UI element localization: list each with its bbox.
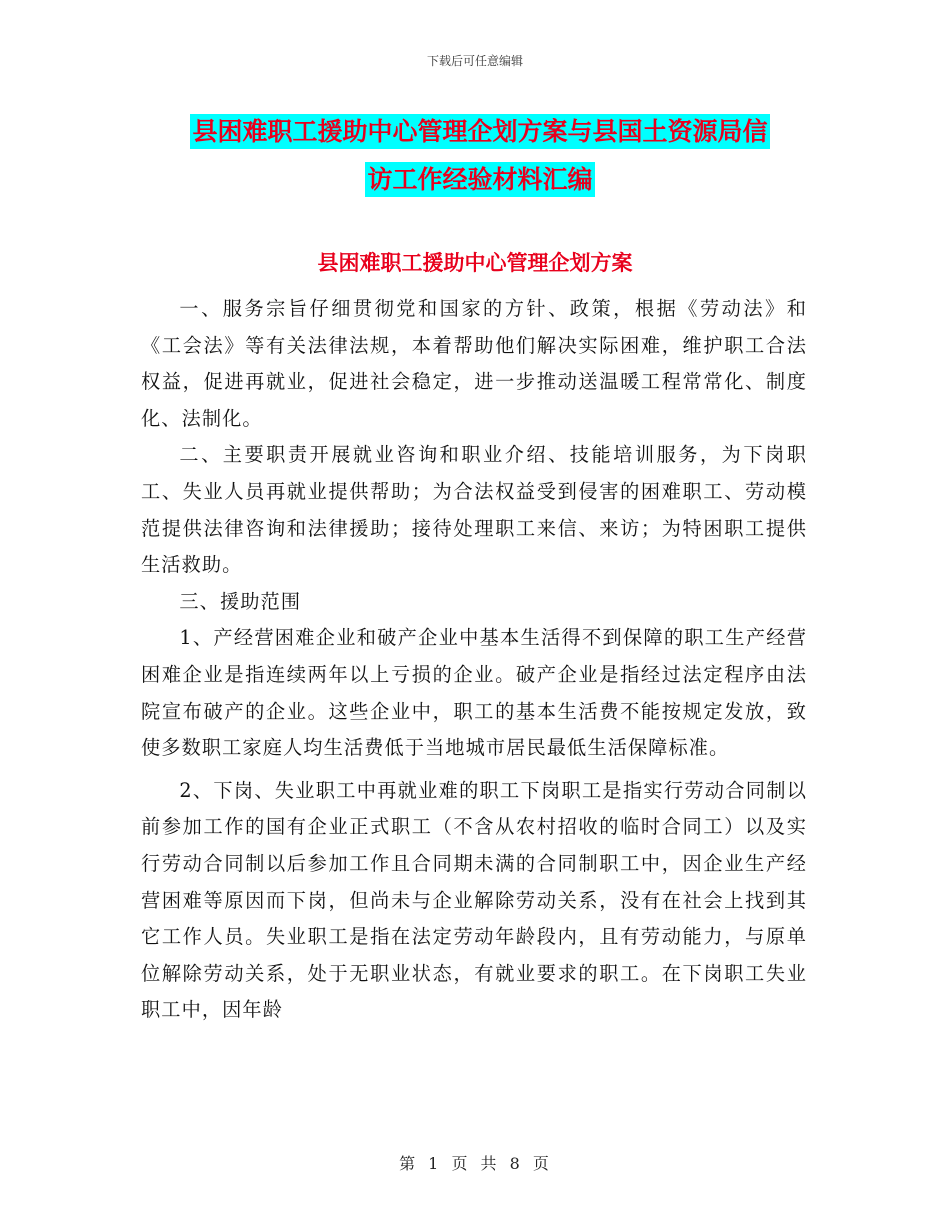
paragraph-service-purpose: 一、服务宗旨仔细贯彻党和国家的方针、政策，根据《劳动法》和《工会法》等有关法律法规，本着帮助他们解决实际困难，维护职工合法权益，促进再就业，促进社会稳定，进一步推动送温暖工程常常化、制度化、法制化。	[141, 297, 807, 430]
page-number-footer: 第 1 页 共 8 页	[399, 1154, 551, 1173]
document-title	[140, 108, 820, 204]
page-header-note: 下载后可任意编辑	[426, 54, 523, 68]
paragraph-scope-item-1: 1、产经营困难企业和破产企业中基本生活得不到保障的职工生产经营困难企业是指连续两年以上亏损的企业。破产企业是指经过法定程序由法院宣布破产的企业。这些企业中，职工的基本生活费不能按规定发放，致使多数职工家庭人均生活费低于当地城市居民最低生活保障标准。	[141, 626, 807, 760]
section-title: 县困难职工援助中心管理企划方案	[317, 251, 633, 275]
document-title-line-2: 访工作经验材料汇编	[365, 162, 594, 197]
paragraph-scope-item-2: 2、下岗、失业职工中再就业难的职工下岗职工是指实行劳动合同制以前参加工作的国有企业正式职工（不含从农村招收的临时合同工）以及实行劳动合同制以后参加工作且合同期未满的合同制职工中，因企业生产经营困难等原因而下岗，但尚未与企业解除劳动关系，没有在社会上找到其它工作人员。失业职工是指在法定劳动年龄段内，且有劳动能力，与原单位解除劳动关系，处于无职业状态，有就业要求的职工。在下岗职工失业职工中，因年龄	[141, 778, 807, 1022]
document-title-line-1: 县困难职工援助中心管理企划方案与县国土资源局信	[190, 114, 769, 149]
document-body	[141, 291, 807, 1029]
paragraph-main-duties: 二、主要职责开展就业咨询和职业介绍、技能培训服务，为下岗职工、失业人员再就业提供帮助；为合法权益受到侵害的困难职工、劳动模范提供法律咨询和法律援助；接待处理职工来信、来访；为特困职工提供生活救助。	[141, 443, 807, 577]
paragraph-aid-scope-heading: 三、援助范围	[179, 589, 302, 613]
